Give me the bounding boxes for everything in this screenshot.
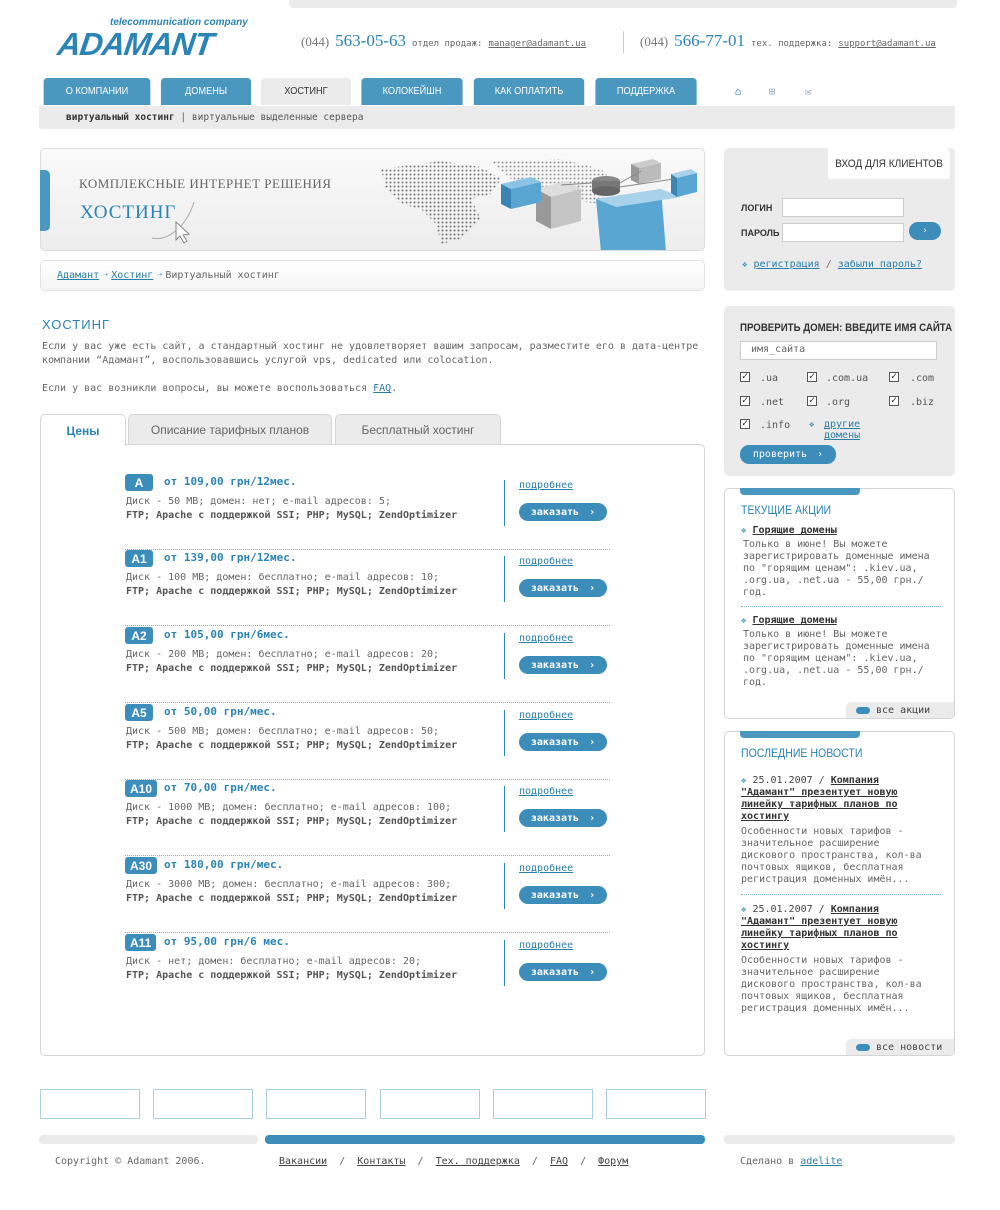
plan-order-label: заказать [530, 889, 580, 901]
breadcrumb-home[interactable]: Адамант [57, 270, 100, 281]
news-item-title[interactable]: Компания "Адамант" презентует новую линейку тарифных планов по хостингу [741, 904, 898, 951]
hosting-banner [40, 148, 705, 251]
plan-features: FTP; Apache с поддержкой SSI; PHP; MySQL; ZendOptimizer [126, 740, 458, 751]
plan-specs: Диск - 1000 MB; домен: бесплатно; e-mail адресов: 100; [126, 802, 452, 813]
arrow-icon: › [589, 659, 596, 671]
plan-features: FTP; Apache с поддержкой SSI; PHP; MySQL; ZendOptimizer [126, 970, 458, 981]
zone-net-label: .net [760, 397, 785, 408]
plan-divider [504, 480, 505, 526]
sales-phone-code: (044) [301, 34, 330, 49]
zone-org-label: .org [826, 397, 851, 408]
all-promos-link[interactable] [846, 702, 954, 718]
news-date: 25.01.2007 / [752, 775, 825, 786]
plan-order-button[interactable] [519, 656, 607, 674]
support-label: тех. поддержка: [751, 39, 833, 49]
plan-specs: Диск - 3000 MB; домен: бесплатно; e-mail адресов: 300; [126, 879, 452, 890]
plan-badge: A2 [125, 627, 153, 644]
copyright: Copyright © Adamant 2006. [55, 1156, 206, 1167]
plan-divider [504, 710, 505, 756]
breadcrumb-hosting[interactable]: Хостинг [111, 270, 154, 281]
plan-order-button[interactable] [519, 809, 607, 827]
footer-banner-slot[interactable] [606, 1089, 706, 1119]
plan-badge: A11 [125, 934, 156, 951]
plan-details-link[interactable]: подробнее [519, 863, 574, 874]
all-news-link[interactable] [846, 1039, 954, 1055]
faq-paragraph [42, 382, 702, 396]
zone-ua-checkbox[interactable]: ✓ [741, 371, 749, 382]
sales-email-link[interactable]: manager@adamant.ua [488, 39, 586, 49]
footer-links: Вакансии / Контакты / Тех. поддержка / FAQ / Форум [279, 1156, 629, 1167]
plan-features: FTP; Apache с поддержкой SSI; PHP; MySQL; ZendOptimizer [126, 510, 458, 521]
made-by [740, 1156, 842, 1167]
login-label: ЛОГИН [741, 203, 773, 213]
faq-link[interactable]: FAQ [373, 383, 392, 394]
arrow-icon: › [589, 582, 596, 594]
banner-subtitle: КОМПЛЕКСНЫЕ ИНТЕРНЕТ РЕШЕНИЯ [79, 176, 332, 191]
diamond-icon: ❖ [742, 260, 748, 270]
forgot-password-link[interactable]: забыли пароль? [837, 259, 923, 270]
zone-com-checkbox[interactable]: ✓ [890, 371, 898, 382]
footer-banner-slot[interactable] [266, 1089, 366, 1119]
zone-ua-label: .ua [760, 373, 779, 384]
sitemap-icon[interactable]: ⊞ [768, 85, 776, 98]
login-tab[interactable]: ВХОД ДЛЯ КЛИЕНТОВ [828, 148, 949, 179]
plan-row [125, 474, 610, 550]
divider [741, 606, 941, 607]
plan-details-link[interactable]: подробнее [519, 556, 574, 567]
plan-specs: Диск - 100 MB; домен: бесплатно; e-mail адресов: 10; [126, 572, 440, 583]
plan-badge: A5 [125, 704, 153, 721]
footer-bar-center [265, 1135, 705, 1144]
check-domain-label: проверить [752, 449, 808, 460]
plan-features: FTP; Apache с поддержкой SSI; PHP; MySQL; ZendOptimizer [126, 816, 458, 827]
plan-price: от 50,00 грн/мес. [164, 705, 277, 718]
plan-divider [504, 786, 505, 832]
plan-order-label: заказать [530, 506, 580, 518]
arrow-icon [856, 707, 870, 714]
arrow-icon: › [589, 812, 596, 824]
plan-specs: Диск - 200 MB; домен: бесплатно; e-mail адресов: 20; [126, 649, 440, 660]
footer-banner-slot[interactable] [380, 1089, 480, 1119]
plan-badge: A [125, 474, 153, 491]
plan-description [126, 495, 457, 523]
promo-item-title[interactable]: Горящие домены [752, 525, 837, 536]
promo-item-text: Только в июне! Вы можете зарегистрировать доменные имена по "горящим ценам": .kiev.ua, .org.ua, .net.ua - 55,00 грн./год. [743, 539, 930, 598]
sales-phone-number: 563-05-63 [335, 31, 406, 50]
footer-link-vacancies[interactable]: Вакансии [279, 1156, 328, 1167]
sub-nav [39, 106, 955, 129]
plan-details-link[interactable]: подробнее [519, 633, 574, 644]
zone-com-ua-checkbox[interactable]: ✓ [808, 371, 816, 382]
news-item [741, 775, 931, 886]
plan-price: от 180,00 грн/мес. [164, 858, 284, 871]
plan-details-link[interactable]: подробнее [519, 940, 574, 951]
plan-badge: A1 [125, 550, 153, 567]
news-item-text: Особенности новых тарифов - значительное расширение дискового пространства, кол-ва почтовых ящиков, бесплатная регистрация доменных имён... [741, 955, 922, 1014]
page-title: ХОСТИНГ [42, 317, 111, 332]
news-item-title[interactable]: Компания "Адамант" презентует новую линейку тарифных планов по хостингу [741, 775, 898, 822]
plan-order-button[interactable] [519, 503, 607, 521]
plan-order-label: заказать [530, 659, 580, 671]
plan-description [126, 955, 457, 983]
plan-order-label: заказать [530, 812, 580, 824]
mail-icon[interactable]: ✉ [804, 85, 812, 98]
divider [741, 894, 941, 895]
faq-prefix: Если у вас возникли вопросы, вы можете воспользоваться [42, 383, 374, 394]
breadcrumb [40, 260, 705, 291]
subnav-vps[interactable]: виртуальные выделенные сервера [191, 112, 364, 123]
plan-specs: Диск - 50 MB; домен: нет; e-mail адресов: 5; [126, 496, 391, 507]
login-links: ❖ регистрация / забыли пароль? [742, 259, 923, 270]
promo-item-title[interactable]: Горящие домены [752, 615, 837, 626]
plan-description [126, 878, 457, 906]
arrow-icon: › [589, 736, 596, 748]
servers-illustration [41, 149, 705, 251]
plan-row [125, 857, 610, 933]
banner-accent [40, 170, 50, 231]
banner-title: ХОСТИНГ [80, 202, 177, 223]
all-promos-label: все акции [876, 704, 931, 716]
main-nav [39, 78, 701, 105]
nav-tab-domains[interactable]: ДОМЕНЫ [161, 78, 251, 105]
plan-price: от 105,00 грн/6мес. [164, 628, 290, 641]
subnav-separator: | [180, 112, 187, 123]
footer-banner-slot[interactable] [493, 1089, 593, 1119]
arrow-icon [856, 1044, 870, 1051]
zone-info-label: .info [760, 420, 791, 431]
box-accent [740, 731, 860, 738]
news-title: ПОСЛЕДНИЕ НОВОСТИ [741, 746, 863, 760]
made-by-link[interactable]: adelite [800, 1156, 843, 1167]
zone-com-ua-label: .com.ua [826, 373, 869, 384]
nav-tab-about[interactable]: О КОМПАНИИ [44, 78, 151, 105]
domain-name-input[interactable]: имя_сайта [740, 341, 937, 360]
plan-specs: Диск - 500 MB; домен: бесплатно; e-mail адресов: 50; [126, 726, 440, 737]
footer-bar-right [724, 1135, 955, 1144]
plan-order-button[interactable] [519, 886, 607, 904]
promo-item-text: Только в июне! Вы можете зарегистрировать доменные имена по "горящим ценам": .kiev.ua, .org.ua, .net.ua - 55,00 грн./год. [743, 629, 930, 688]
plan-divider [504, 940, 505, 986]
arrow-icon: › [589, 966, 596, 978]
sales-label: отдел продаж: [412, 39, 483, 49]
nav-tab-hosting[interactable]: ХОСТИНГ [261, 78, 351, 105]
nav-tab-colocation[interactable]: КОЛОКЕЙШН [361, 78, 462, 105]
login-submit-button[interactable]: › [909, 222, 941, 240]
support-phone-number: 566-77-01 [674, 31, 745, 50]
nav-tab-payment[interactable]: КАК ОПЛАТИТЬ [474, 78, 584, 105]
support-contact [640, 31, 936, 51]
plan-divider [504, 633, 505, 679]
plan-specs: Диск - нет; домен: бесплатно; e-mail адресов: 20; [126, 956, 422, 967]
diamond-icon: ❖ [809, 420, 815, 430]
footer-link-faq[interactable]: FAQ [549, 1156, 569, 1167]
news-item [741, 904, 931, 1015]
breadcrumb-current: Виртуальный хостинг [165, 270, 280, 281]
plan-order-button[interactable] [519, 733, 607, 751]
home-icon[interactable]: ⌂ [734, 85, 742, 98]
promos-box [724, 488, 955, 719]
plan-details-link[interactable]: подробнее [519, 480, 574, 491]
footer-banner-slot[interactable] [153, 1089, 253, 1119]
plan-details-link[interactable]: подробнее [519, 710, 574, 721]
arrow-icon: › [817, 449, 824, 460]
plan-badge: A30 [125, 857, 157, 874]
breadcrumb-arrow-icon: ➝ [156, 270, 163, 281]
register-link[interactable]: регистрация [753, 259, 820, 270]
password-input[interactable] [782, 223, 904, 242]
plan-row [125, 627, 610, 703]
zone-biz-checkbox[interactable]: ✓ [890, 395, 898, 406]
intro-paragraph: Если у вас уже есть сайт, а стандартный хостинг не удовлетворяет вашим запросам, разместите его в дата-центре компании “Адамант”, воспользовавшись услугой vps, dedicated или colocation. [42, 341, 699, 366]
plan-order-button[interactable] [519, 579, 607, 597]
plan-price: от 109,00 грн/12мес. [164, 475, 297, 488]
plan-features: FTP; Apache с поддержкой SSI; PHP; MySQL; ZendOptimizer [126, 586, 458, 597]
contact-divider [623, 31, 624, 53]
plan-description [126, 571, 457, 599]
made-by-prefix: Сделано в [740, 1156, 795, 1167]
diamond-icon: ❖ [741, 776, 747, 786]
plan-description [126, 648, 457, 676]
plan-price: от 95,00 грн/6 мес. [164, 935, 290, 948]
footer-banner-slot[interactable] [40, 1089, 140, 1119]
promo-item [741, 615, 941, 689]
zone-info-checkbox[interactable]: ✓ [741, 418, 749, 429]
plan-features: FTP; Apache с поддержкой SSI; PHP; MySQL; ZendOptimizer [126, 893, 458, 904]
intro-text [42, 340, 702, 396]
news-date: 25.01.2007 / [752, 904, 825, 915]
sales-contact [301, 31, 586, 51]
support-phone-code: (044) [640, 34, 669, 49]
domain-check-title: ПРОВЕРИТЬ ДОМЕН: ВВЕДИТЕ ИМЯ САЙТА [740, 322, 953, 334]
footer-link-support[interactable]: Тех. поддержка [435, 1156, 520, 1167]
plan-price: от 139,00 грн/12мес. [164, 551, 297, 564]
faq-suffix: . [391, 383, 398, 394]
plan-divider [504, 863, 505, 909]
news-box [724, 731, 955, 1056]
zone-net-checkbox[interactable]: ✓ [741, 395, 749, 406]
password-label: ПАРОЛЬ [741, 228, 780, 238]
plan-order-label: заказать [530, 582, 580, 594]
footer-link-forum[interactable]: Форум [598, 1156, 629, 1167]
footer-bar-left [39, 1135, 258, 1144]
footer-link-contacts[interactable]: Контакты [357, 1156, 406, 1167]
plan-order-label: заказать [530, 736, 580, 748]
plan-description [126, 725, 457, 753]
arrow-icon: › [589, 506, 596, 518]
box-accent [740, 488, 860, 495]
diamond-icon: ❖ [741, 526, 747, 536]
support-email-link[interactable]: support@adamant.ua [838, 39, 936, 49]
plan-order-button[interactable] [519, 963, 607, 981]
zone-com-label: .com [910, 373, 935, 384]
plan-order-label: заказать [530, 966, 580, 978]
promo-item [741, 525, 941, 599]
plan-badge: A10 [125, 780, 157, 797]
other-domains-link[interactable]: другие домены [824, 419, 861, 441]
cursor-icon [146, 198, 198, 244]
check-domain-button[interactable] [740, 445, 836, 464]
subnav-active[interactable]: виртуальный хостинг [66, 112, 175, 123]
plan-row [125, 704, 610, 780]
nav-tab-support[interactable]: ПОДДЕРЖКА [595, 78, 696, 105]
tab-free-hosting[interactable]: Бесплатный хостинг [335, 414, 501, 445]
login-input[interactable] [782, 198, 904, 217]
plan-features: FTP; Apache с поддержкой SSI; PHP; MySQL; ZendOptimizer [126, 663, 458, 674]
tab-prices[interactable]: Цены [40, 414, 126, 446]
plan-description [126, 801, 457, 829]
logo[interactable]: ADAMANT [55, 26, 216, 62]
plan-divider [504, 556, 505, 602]
tab-plan-descriptions[interactable]: Описание тарифных планов [128, 414, 332, 445]
breadcrumb-arrow-icon: ➝ [102, 270, 109, 281]
promos-title: ТЕКУЩИЕ АКЦИИ [741, 503, 832, 517]
zone-biz-label: .biz [910, 397, 935, 408]
top-bar [289, 0, 957, 8]
arrow-icon: › [589, 889, 596, 901]
diamond-icon: ❖ [741, 905, 747, 915]
plan-row [125, 934, 610, 1010]
diamond-icon: ❖ [741, 616, 747, 626]
plan-price: от 70,00 грн/мес. [164, 781, 277, 794]
plan-row [125, 780, 610, 856]
all-news-label: все новости [876, 1041, 943, 1053]
news-item-text: Особенности новых тарифов - значительное расширение дискового пространства, кол-ва почтовых ящиков, бесплатная регистрация доменных имён... [741, 826, 922, 885]
plan-details-link[interactable]: подробнее [519, 786, 574, 797]
zone-org-checkbox[interactable]: ✓ [808, 395, 816, 406]
logo-subtitle: telecommunication company [110, 17, 248, 28]
plan-row [125, 550, 610, 626]
